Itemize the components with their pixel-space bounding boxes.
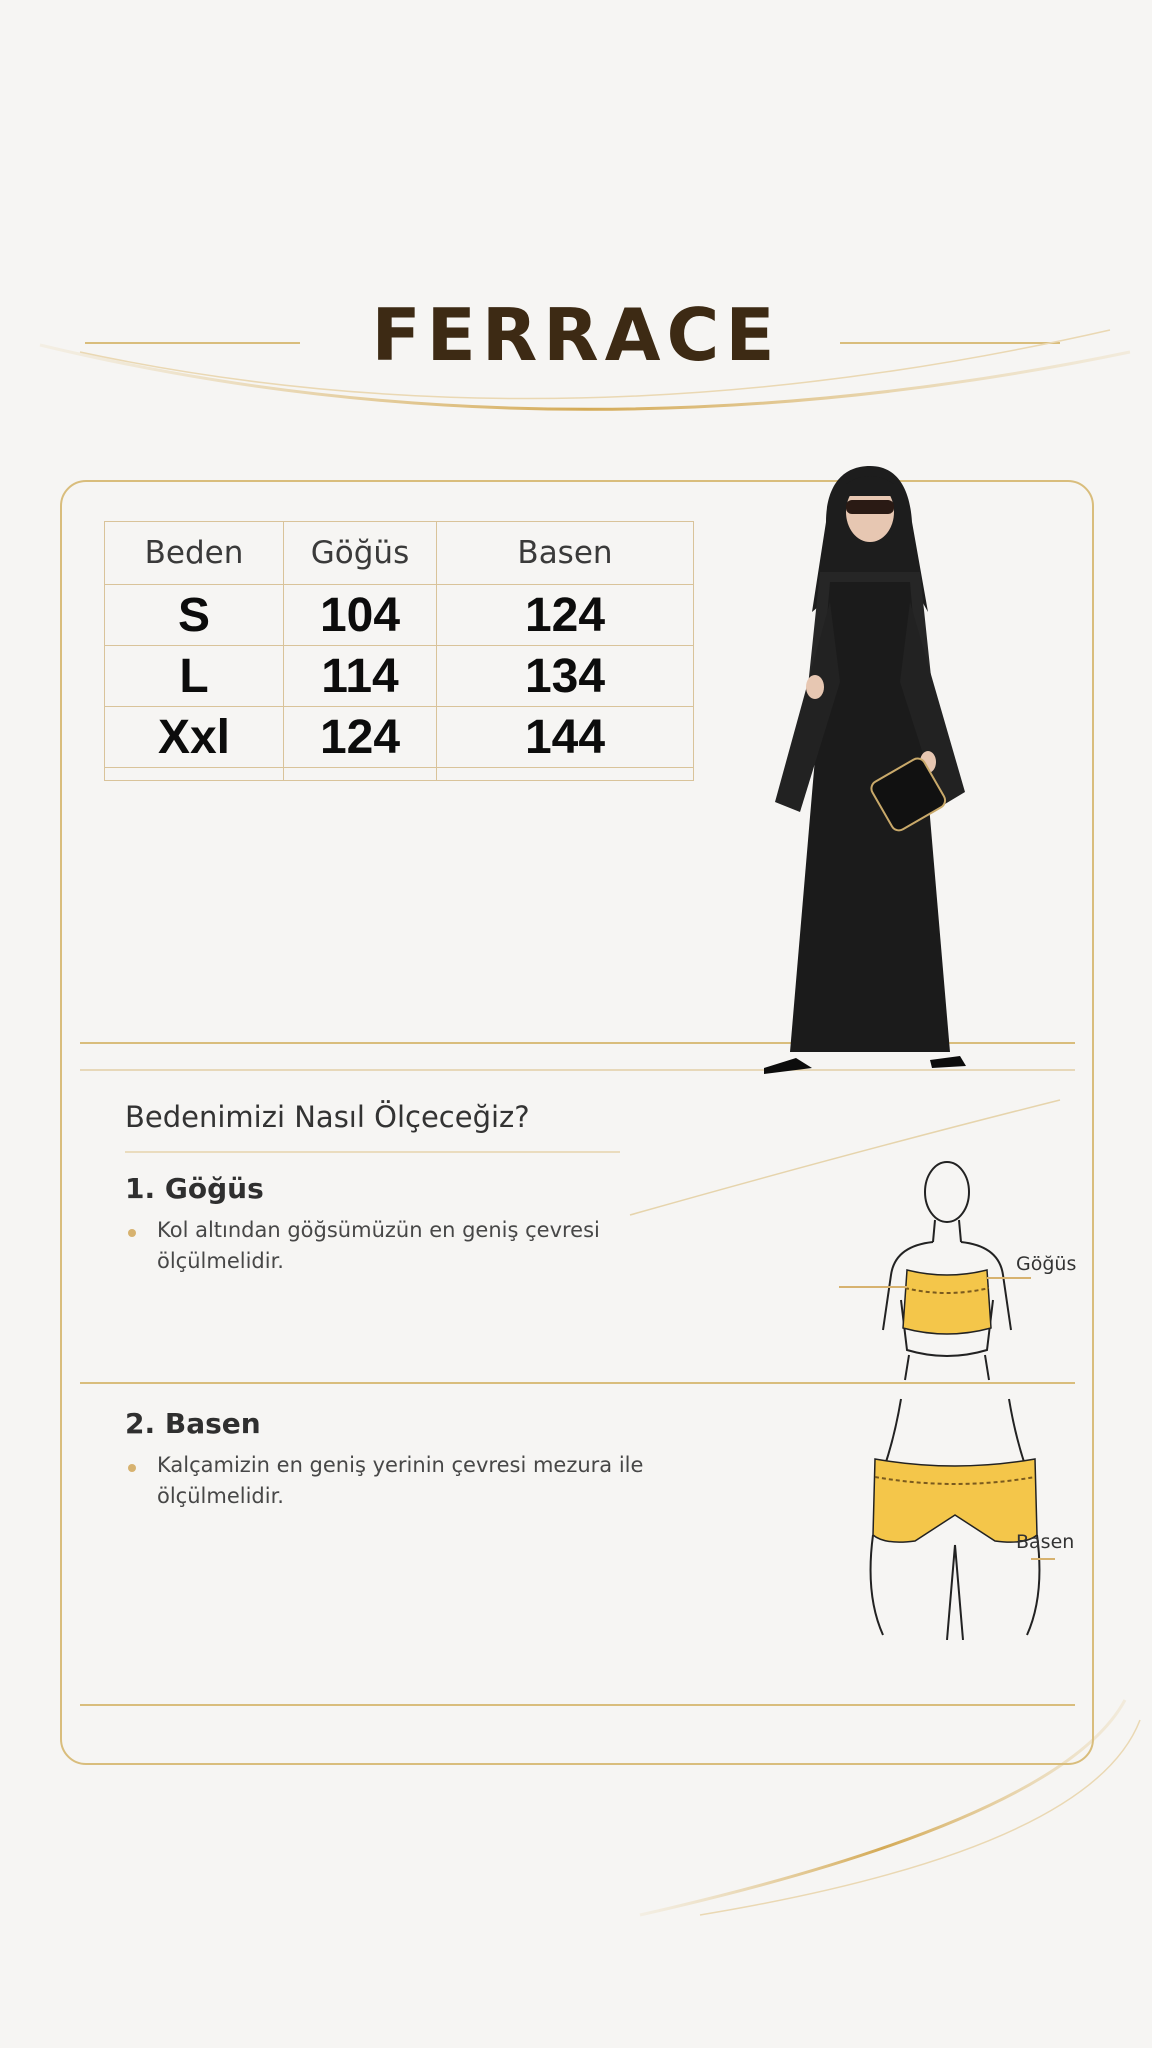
row-xxl-chest: 124 bbox=[284, 707, 437, 768]
table-tail-cell bbox=[284, 768, 437, 781]
size-table bbox=[104, 521, 694, 781]
chest-description: Kol altından göğsümüzün en geniş çevresi ölçülmelidir. bbox=[157, 1218, 600, 1273]
table-tail-cell bbox=[437, 768, 694, 781]
hip-description: Kalçamizin en geniş yerinin çevresi mezura ile ölçülmelidir. bbox=[157, 1453, 644, 1508]
chest-measure-figure bbox=[835, 1150, 1035, 1385]
row-s-chest: 104 bbox=[284, 585, 437, 646]
guide-heading: Bedenimizi Nasıl Ölçeceğiz? bbox=[125, 1100, 530, 1134]
model-photo bbox=[760, 462, 980, 1082]
header-hip: Basen bbox=[437, 522, 694, 585]
chest-bullet-icon bbox=[128, 1229, 136, 1237]
hip-measure-figure bbox=[855, 1395, 1055, 1640]
row-l-size: L bbox=[105, 646, 284, 707]
hip-figure-label: Basen bbox=[1016, 1531, 1075, 1553]
table-tail-cell bbox=[105, 768, 284, 781]
chest-title: 1. Göğüs bbox=[125, 1172, 264, 1205]
row-xxl-hip: 144 bbox=[437, 707, 694, 768]
row-xxl-size: Xxl bbox=[105, 707, 284, 768]
row-l-chest: 114 bbox=[284, 646, 437, 707]
row-s-hip: 124 bbox=[437, 585, 694, 646]
header-chest: Göğüs bbox=[284, 522, 437, 585]
hip-title: 2. Basen bbox=[125, 1407, 261, 1440]
row-l-hip: 134 bbox=[437, 646, 694, 707]
brand-title: FERRACE bbox=[371, 293, 781, 377]
chest-figure-label: Göğüs bbox=[1016, 1253, 1077, 1275]
row-s-size: S bbox=[105, 585, 284, 646]
header-size: Beden bbox=[105, 522, 284, 585]
hip-bullet-icon bbox=[128, 1464, 136, 1472]
